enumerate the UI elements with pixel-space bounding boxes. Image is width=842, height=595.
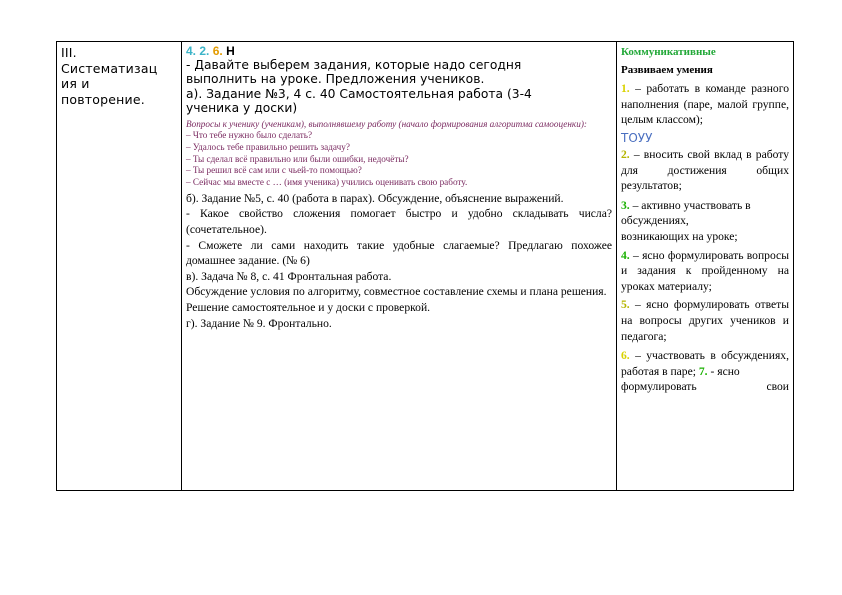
skills-category: Коммуникативные <box>621 46 716 58</box>
activity-header: 4. 2. 6. Н <box>186 44 235 58</box>
table-row <box>57 42 794 491</box>
body-paragraph: Обсуждение условия по алгоритму, совместное составление схемы и плана решения. <box>186 285 607 299</box>
question-item: – Ты решил всё сам или с чьей-то помощью? <box>186 165 362 176</box>
stage-title-line: ия и <box>61 76 90 91</box>
body-paragraph: г). Задание № 9. Фронтально. <box>186 316 332 330</box>
skill-item: 1. – работать в команде разного наполнения (паре, малой группе, целым классом); <box>621 82 789 127</box>
body-paragraph: - Какое свойство сложения помогает быстро и удобно складывать числа? (сочетательное). <box>186 207 612 237</box>
question-item: – Удалось тебе правильно решить задачу? <box>186 142 350 153</box>
stage-title-line: Систематизац <box>61 60 158 76</box>
stage-title-line: III. <box>61 45 77 60</box>
skills-cell <box>617 42 794 491</box>
question-item: – Сейчас мы вместе с … (имя ученика) учились оценивать свою работу. <box>186 177 468 188</box>
body-paragraph: в). Задача № 8, с. 41 Фронтальная работа. <box>186 269 392 283</box>
question-item: – Ты сделал всё правильно или были ошибки, недочёты? <box>186 153 409 164</box>
skill-item: 4. – ясно формулировать вопросы и задания к пройденному на уроках материалу; <box>621 248 789 293</box>
body-paragraph: - Сможете ли сами находить такие удобные слагаемые? Предлагаю похожее домашнее задание. (№ 6) <box>186 238 612 268</box>
intro-text: - Давайте выберем задания, которые надо сегодня выполнить на уроке. Предложения учеников. а). Задание №3, 4 с. 40 Самостоятельная работа (3-4 ученика у доски) <box>186 58 532 116</box>
skill-item: 6. – участвовать в обсуждениях, работая в паре; 7. - ясно <box>621 349 789 378</box>
body-paragraph: Решение самостоятельное и у доски с проверкой. <box>186 301 431 314</box>
questions-lead: Вопросы к ученику (ученикам), выполнявшему работу (начало формирования алгоритма самооценки): <box>186 118 587 129</box>
question-item: – Что тебе нужно было сделать? <box>186 130 313 141</box>
skill-item: 3. – активно участвовать в обсуждениях, возникающих на уроке; <box>621 198 751 243</box>
skill-item: 5. – ясно формулировать ответы на вопросы других учеников и педагога; <box>621 298 789 343</box>
skill-item: 2. – вносить свой вклад в работу для достижения общих результатов; <box>621 147 789 193</box>
lesson-table <box>56 41 794 491</box>
skills-subtitle: Развиваем умения <box>621 63 713 76</box>
stage-title-line: повторение. <box>61 91 145 107</box>
skills-category-touu: ТОУУ <box>621 130 653 145</box>
stage-cell <box>57 42 182 491</box>
stage-title <box>57 42 181 107</box>
body-paragraph: б). Задание №5, с. 40 (работа в парах). Обсуждение, объяснение выражений. <box>186 191 564 205</box>
skill-item-continued: формулировать свои <box>621 380 789 394</box>
activity-cell <box>182 42 617 491</box>
